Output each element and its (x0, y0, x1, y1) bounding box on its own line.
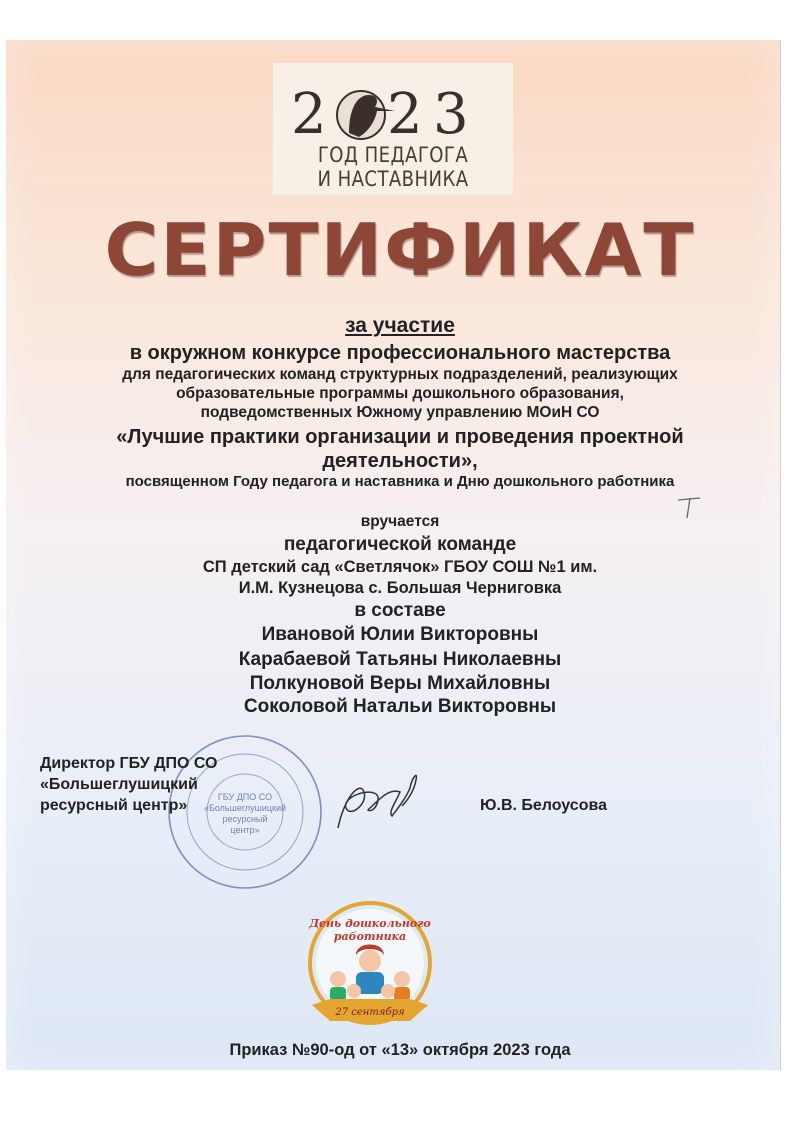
dedication: посвященном Году педагога и наставника и Дню дошкольного работника (125, 473, 675, 490)
signatory-line3: ресурсный центр» (40, 797, 188, 814)
contest-line4: подведомственных Южному управлению МОиН СО (200, 404, 600, 421)
logo-line1: ГОД ПЕДАГОГА (317, 143, 469, 167)
org-line2: И.М. Кузнецова с. Большая Черниговка (238, 579, 562, 597)
stamp-text: центр» (230, 825, 260, 835)
contest-line2: для педагогических команд структурных подразделений, реализующих (122, 366, 678, 383)
badge-ribbon-text: 27 сентября (335, 1007, 405, 1018)
logo-digit-3: 3 (433, 82, 469, 141)
team-label: педагогической команде (283, 534, 517, 555)
badge-title-line2: работника (333, 930, 407, 943)
contest-line1: в окружном конкурсе профессионального мастерства (129, 342, 671, 364)
order-reference: Приказ №90-од от «13» октября 2023 года (229, 1041, 571, 1059)
composition-label: в составе (354, 600, 446, 621)
org-line1: СП детский сад «Светлячок» ГБОУ СОШ №1 им. (202, 558, 598, 576)
theme-line2: деятельности», (322, 450, 478, 472)
stamp-text: ГБУ ДПО СО (217, 792, 273, 802)
member-name: Полкуновой Веры Михайловны (249, 673, 551, 694)
member-name: Ивановой Юлии Викторовны (261, 624, 539, 645)
logo-year-graphic (283, 81, 503, 141)
logo-digit-2a: 2 (291, 82, 327, 141)
logo-digit-2b: 2 (387, 82, 423, 141)
logo-line2: И НАСТАВНИКА (317, 167, 469, 191)
theme-line1: «Лучшие практики организации и проведения проектной (116, 426, 684, 448)
signatory-line2: «Большеглушицкий (40, 776, 198, 793)
contest-line3: образовательные программы дошкольного образования, (176, 385, 624, 402)
signatory-name: Ю.В. Белоусова (480, 797, 607, 814)
certificate-title: СЕРТИФИКАТ (104, 208, 696, 292)
stamp-text: ресурсный (222, 814, 268, 824)
handwritten-signature (320, 758, 430, 838)
preschool-worker-day-badge (300, 895, 440, 1035)
member-name: Карабаевой Татьяны Николаевны (238, 649, 562, 670)
award-for: за участие (345, 314, 455, 337)
teacher-face-icon (359, 950, 381, 972)
presented-label: вручается (360, 513, 440, 530)
member-name: Соколовой Натальи Викторовны (243, 696, 557, 717)
badge-title-line1: День дошкольного (309, 917, 431, 930)
signatory-line1: Директор ГБУ ДПО СО (40, 755, 218, 772)
year-of-teacher-logo (273, 63, 513, 195)
stamp-text: «Большеглушицкий (203, 803, 287, 813)
